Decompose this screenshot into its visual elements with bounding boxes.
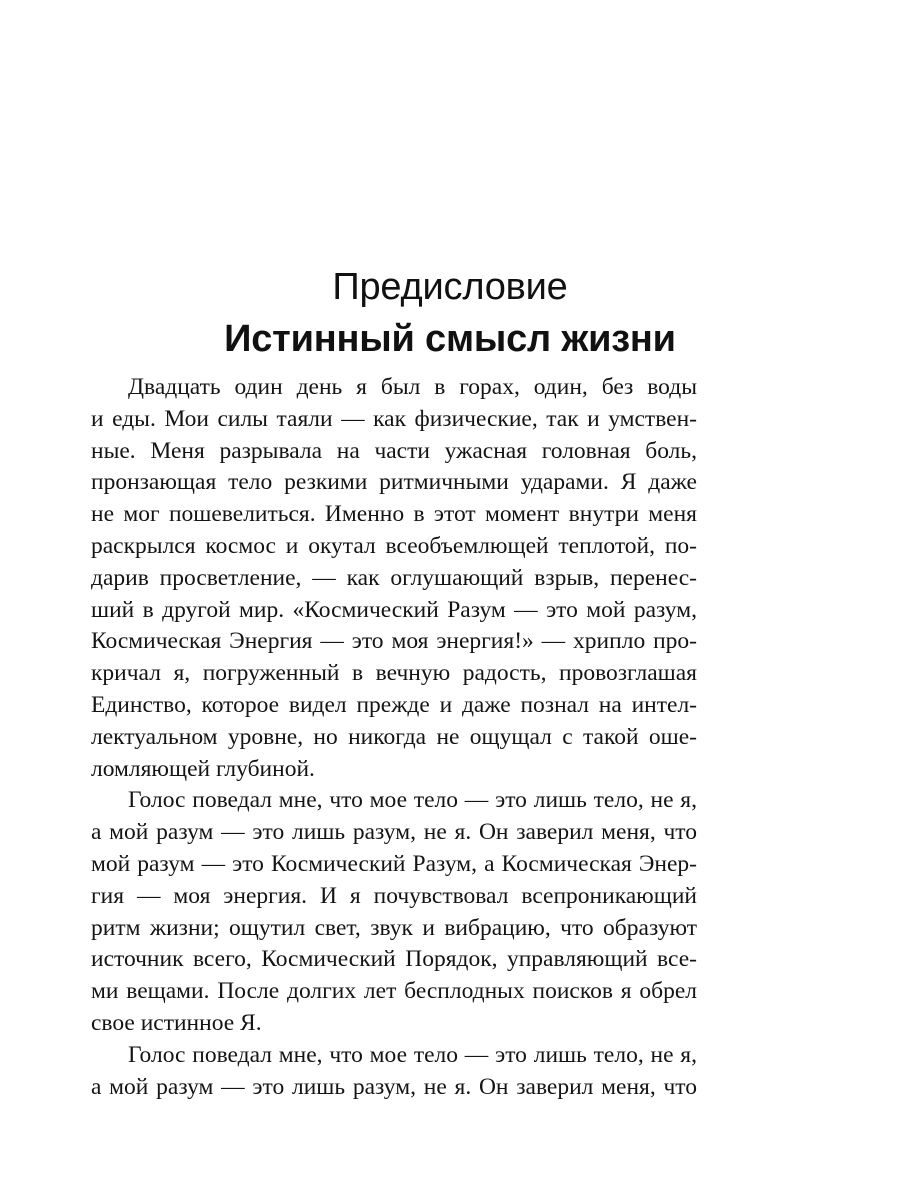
paragraph: [91, 372, 697, 785]
text-line: свое истинное Я.: [91, 1009, 262, 1036]
text-line: кричал я, погруженный в вечную радость, провозглашая: [91, 660, 697, 687]
text-line: не мог пошевелиться. Именно в этот момент внутри меня: [91, 501, 697, 528]
body-text: [91, 372, 697, 1103]
text-line: ные. Меня разрывала на части ужасная головная боль,: [91, 437, 697, 464]
paragraph: [91, 1040, 697, 1104]
text-line: ший в другой мир. «Космический Разум — это мой разум,: [91, 596, 697, 623]
text-line: Голос поведал мне, что мое тело — это лишь тело, не я,: [128, 787, 697, 814]
text-line: а мой разум — это лишь разум, не я. Он заверил меня, что: [91, 1073, 697, 1100]
text-line: ми вещами. После долгих лет бесплодных поисков я обрел: [91, 978, 697, 1005]
text-line: ритм жизни; ощутил свет, звук и вибрацию, что образуют: [91, 914, 697, 941]
text-line: источник всего, Космический Порядок, управляющий все-: [91, 946, 697, 973]
text-line: дарив просветление, — как оглушающий взрыв, перенес-: [91, 564, 697, 591]
chapter-title: Истинный смысл жизни: [224, 318, 676, 360]
text-line: Двадцать один день я был в горах, один, без воды: [128, 374, 697, 400]
text-line: раскрылся космос и окутал всеобъемлющей теплотой, по-: [91, 532, 697, 559]
text-line: Единство, которое видел прежде и даже познал на интел-: [91, 691, 697, 718]
text-line: лектуальном уровне, но никогда не ощущал с такой ошe-: [91, 723, 697, 750]
text-line: пронзающая тело резкими ритмичными ударами. Я даже: [91, 469, 697, 496]
text-line: Голос поведал мне, что мое тело — это лишь тело, не я,: [128, 1041, 697, 1068]
text-line: мой разум — это Космический Разум, а Космическая Энер-: [91, 850, 697, 877]
text-line: а мой разум — это лишь разум, не я. Он заверил меня, что: [91, 819, 697, 846]
text-line: гия — моя энергия. И я почувствовал всепроникающий: [91, 882, 697, 909]
paragraph: [91, 785, 697, 1039]
text-line: ломляющей глубиной.: [91, 755, 315, 782]
text-line: и еды. Мои силы таяли — как физические, так и умствен-: [91, 405, 697, 432]
text-line: Космическая Энергия — это моя энергия!» — хрипло про-: [91, 628, 697, 655]
section-label: Предисловие: [332, 266, 568, 308]
